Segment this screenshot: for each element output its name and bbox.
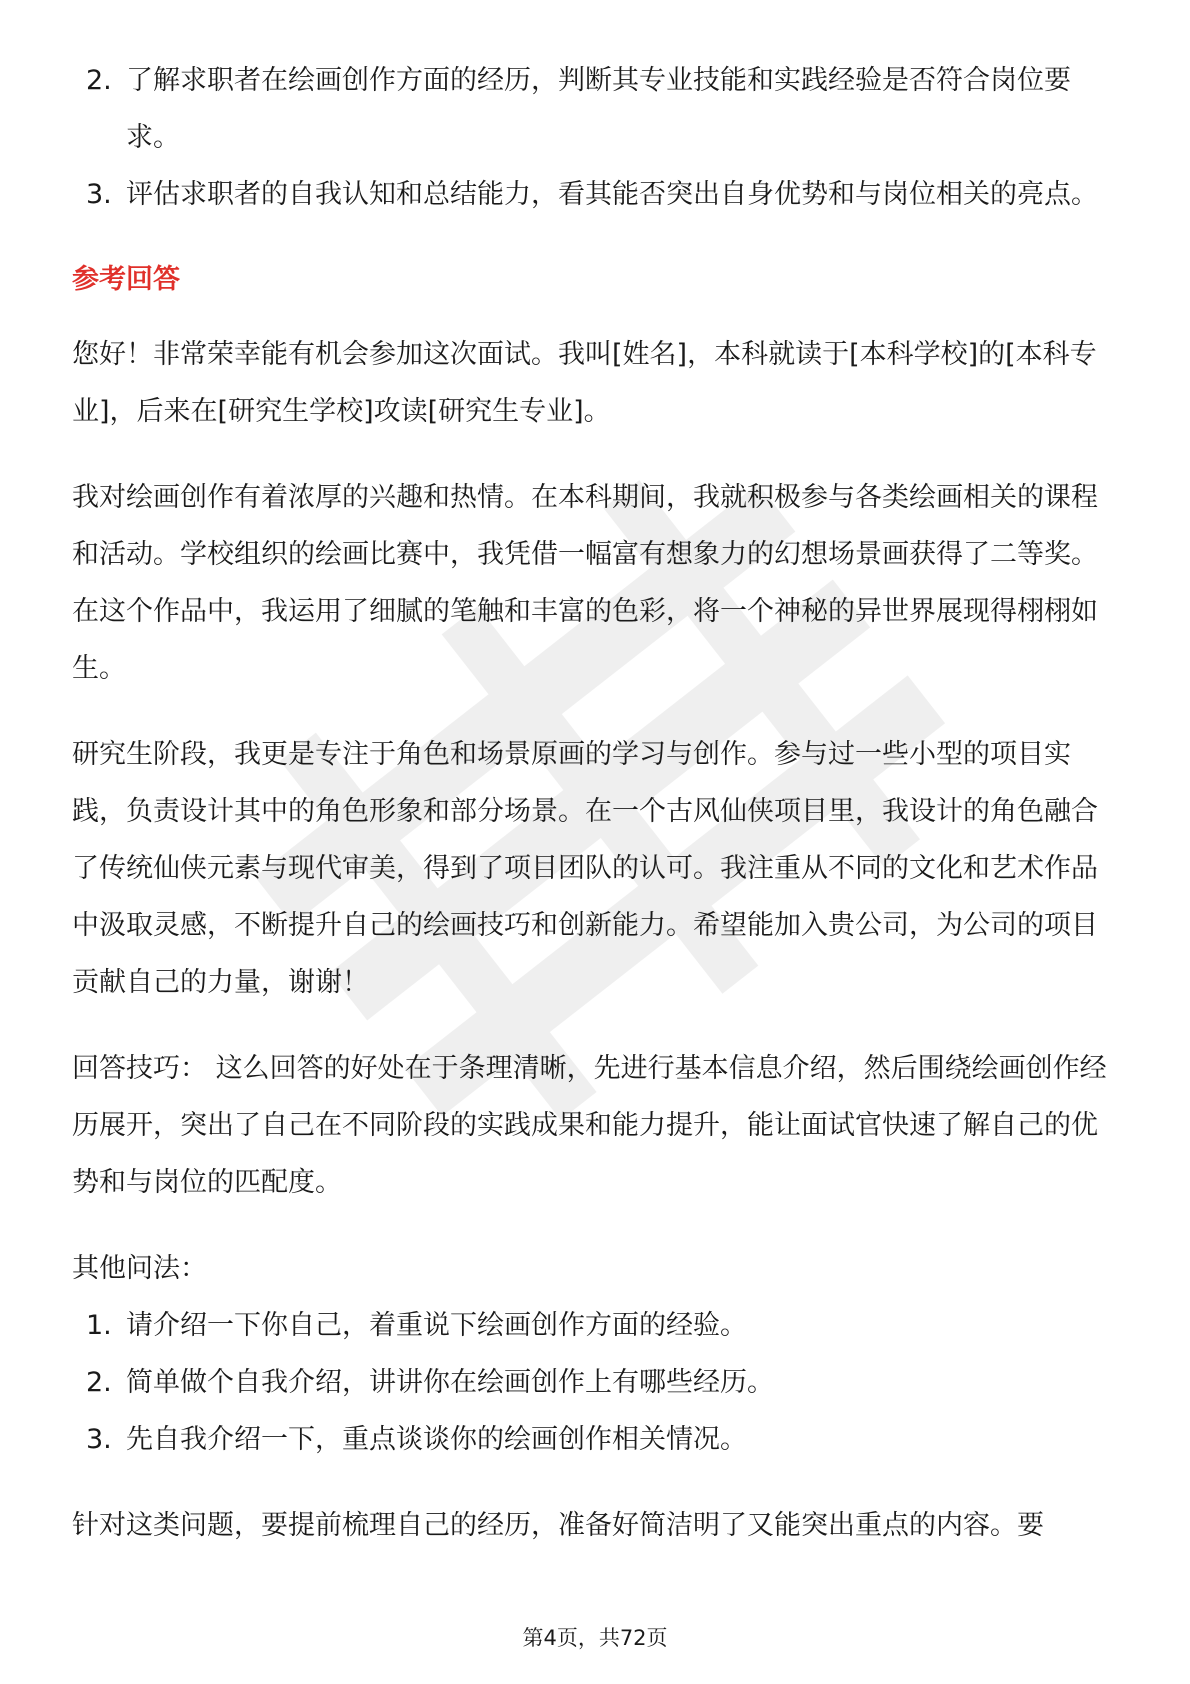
list-item	[72, 1354, 1118, 1411]
list-item	[72, 1411, 1118, 1468]
list-number: 3.	[86, 1424, 112, 1455]
list-text: 先自我介绍一下，重点谈谈你的绘画创作相关情况。	[126, 1424, 747, 1455]
list-text: 了解求职者在绘画创作方面的经历，判断其专业技能和实践经验是否符合岗位要求。	[126, 65, 1071, 153]
intro-list	[72, 52, 1118, 223]
other-questions-label: 其他问法：	[72, 1253, 207, 1284]
answer-paragraph: 您好！非常荣幸能有机会参加这次面试。我叫[姓名]，本科就读于[本科学校]的[本科专业]，后来在[研究生学校]攻读[研究生专业]。	[72, 339, 1097, 427]
list-item	[72, 1297, 1118, 1354]
list-text: 评估求职者的自我认知和总结能力，看其能否突出自身优势和与岗位相关的亮点。	[126, 179, 1098, 210]
list-item	[72, 52, 1118, 166]
answer-tips-paragraph: 回答技巧： 这么回答的好处在于条理清晰，先进行基本信息介绍，然后围绕绘画创作经历展开，突出了自己在不同阶段的实践成果和能力提升，能让面试官快速了解自己的优势和与岗位的匹配度。	[72, 1053, 1107, 1198]
list-number: 2.	[86, 1367, 112, 1398]
section-title-reference-answer: 参考回答	[72, 264, 180, 295]
list-number: 1.	[86, 1310, 112, 1341]
list-text: 请介绍一下你自己，着重说下绘画创作方面的经验。	[126, 1310, 747, 1341]
list-number: 3.	[86, 179, 112, 210]
page-footer: 第4页，共72页	[522, 1626, 668, 1650]
answer-paragraph: 研究生阶段，我更是专注于角色和场景原画的学习与创作。参与过一些小型的项目实践，负责设计其中的角色形象和部分场景。在一个古风仙侠项目里，我设计的角色融合了传统仙侠元素与现代审美，得到了项目团队的认可。我注重从不同的文化和艺术作品中汲取灵感，不断提升自己的绘画技巧和创新能力。希望能加入贵公司，为公司的项目贡献自己的力量，谢谢！	[72, 739, 1098, 998]
answer-paragraph: 我对绘画创作有着浓厚的兴趣和热情。在本科期间，我就积极参与各类绘画相关的课程和活动。学校组织的绘画比赛中，我凭借一幅富有想象力的幻想场景画获得了二等奖。在这个作品中，我运用了细腻的笔触和丰富的色彩，将一个神秘的异世界展现得栩栩如生。	[72, 482, 1098, 684]
other-questions-list	[72, 1297, 1118, 1468]
list-item	[72, 166, 1118, 223]
list-text: 简单做个自我介绍，讲讲你在绘画创作上有哪些经历。	[126, 1367, 774, 1398]
document-body	[72, 52, 1118, 1554]
closing-paragraph: 针对这类问题，要提前梳理自己的经历，准备好简洁明了又能突出重点的内容。要	[72, 1510, 1044, 1541]
list-number: 2.	[86, 65, 112, 96]
